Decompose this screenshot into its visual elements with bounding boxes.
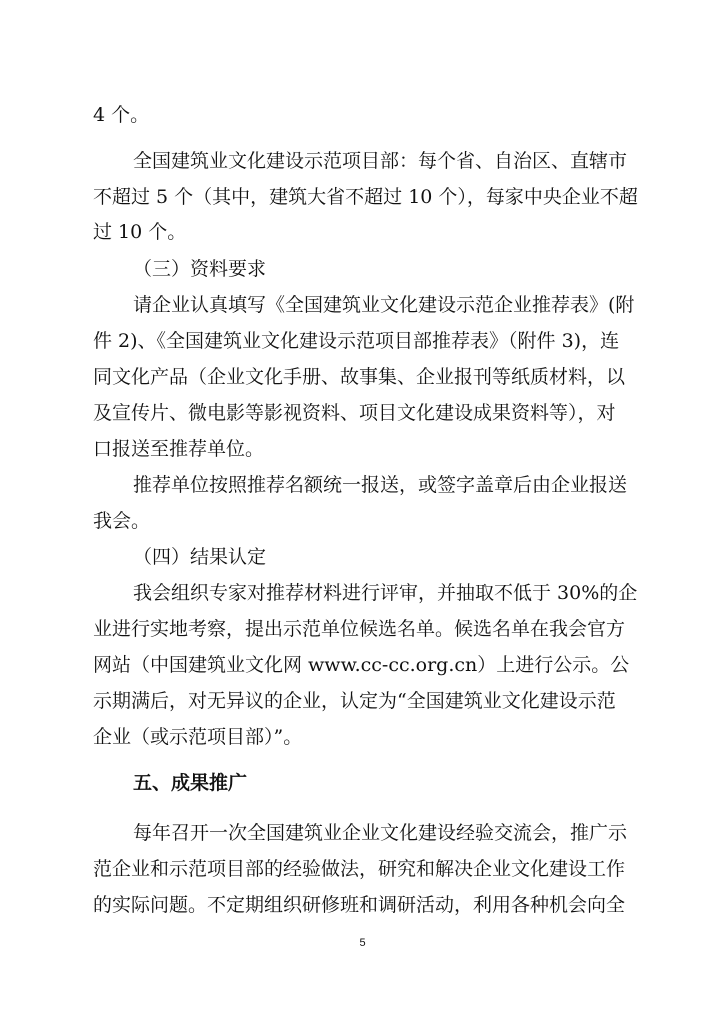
text-line: 全国建筑业文化建设示范项目部：每个省、自治区、直辖市 — [133, 150, 628, 172]
text-line: 过 10 个。 — [93, 221, 187, 243]
text-line: 4 个。 — [93, 104, 150, 126]
text-line: 业进行实地考察，提出示范单位候选名单。候选名单在我会官方 — [93, 618, 626, 640]
text-line: 请企业认真填写《全国建筑业文化建设示范企业推荐表》(附 — [133, 294, 635, 316]
text-line: 不超过 5 个（其中，建筑大省不超过 10 个），每家中央企业不超 — [93, 186, 638, 208]
text-line: 示期满后，对无异议的企业，认定为“全国建筑业文化建设示范 — [93, 690, 616, 712]
section-heading: （四）结果认定 — [133, 546, 267, 568]
text-line: 范企业和示范项目部的经验做法，研究和解决企业文化建设工作 — [93, 858, 626, 880]
text-line: 每年召开一次全国建筑业企业文化建设经验交流会，推广示 — [133, 822, 628, 844]
text-line: 口报送至推荐单位。 — [93, 438, 265, 460]
page-number: 5 — [359, 937, 366, 949]
text-line: 的实际问题。不定期组织研修班和调研活动，利用各种机会向全 — [93, 894, 626, 916]
section-heading: （三）资料要求 — [133, 258, 267, 280]
text-line: 及宣传片、微电影等影视资料、项目文化建设成果资料等），对 — [93, 402, 616, 424]
chapter-heading: 五、成果推广 — [133, 772, 248, 794]
text-line: 企业（或示范项目部）”。 — [93, 726, 303, 748]
text-line: 件 2)、《全国建筑业文化建设示范项目部推荐表》（附件 3)，连 — [93, 330, 620, 352]
text-line: 我会组织专家对推荐材料进行评审，并抽取不低于 30%的企 — [133, 582, 638, 604]
text-line: 推荐单位按照推荐名额统一报送，或签字盖章后由企业报送 — [133, 474, 628, 496]
text-line: 同文化产品（企业文化手册、故事集、企业报刊等纸质材料，以 — [93, 366, 626, 388]
text-line: 我会。 — [93, 510, 151, 532]
text-line: 网站（中国建筑业文化网 www.cc-cc.org.cn）上进行公示。公 — [93, 654, 630, 676]
